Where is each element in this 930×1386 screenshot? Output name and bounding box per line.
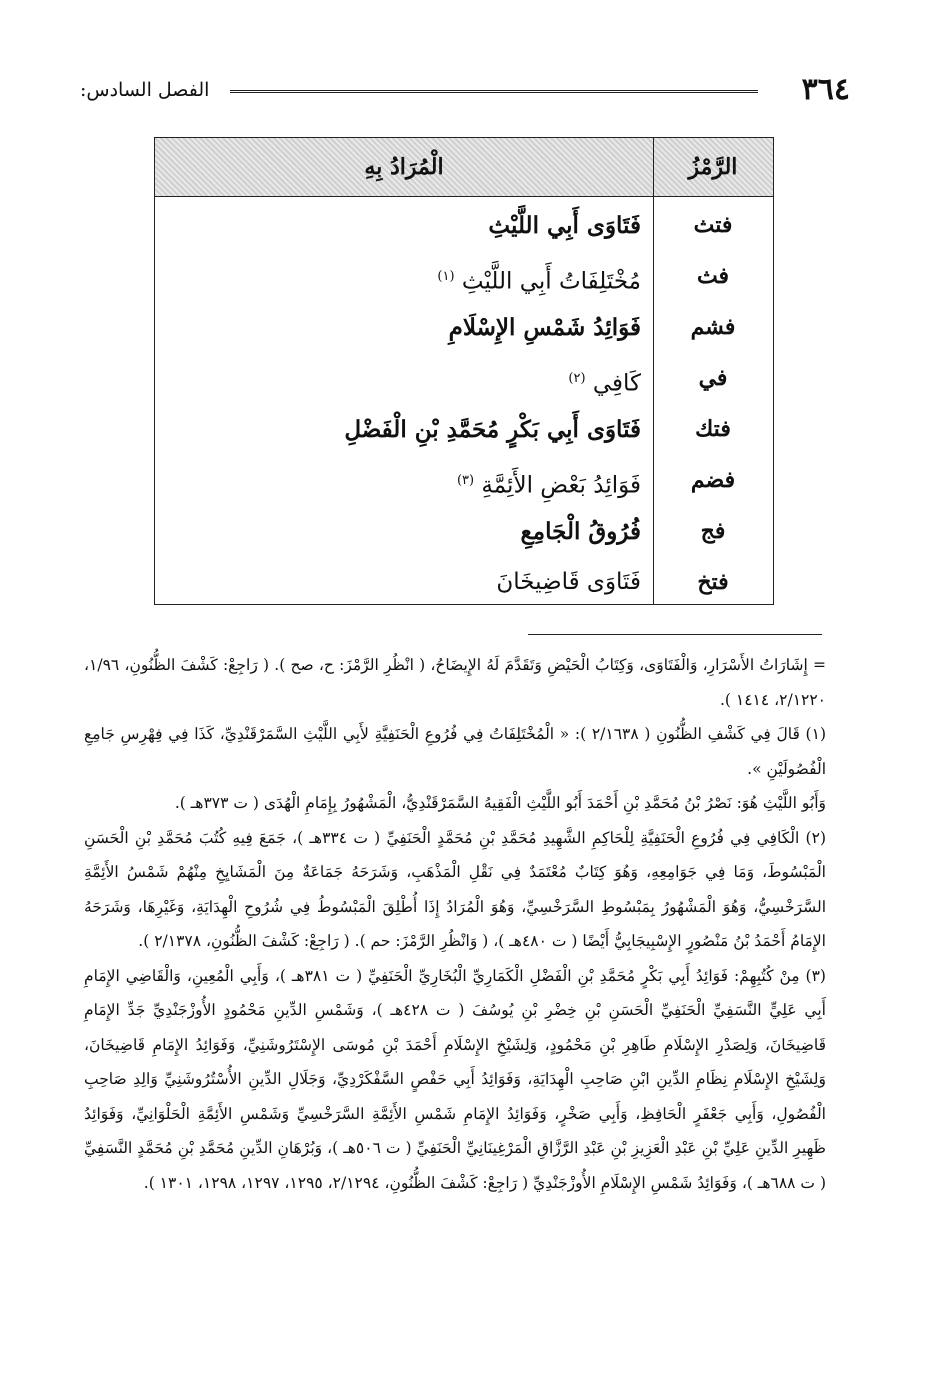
- row-meaning: فَتَاوَى أَبِي اللَّيْثِ: [488, 212, 641, 239]
- table-row: [155, 557, 773, 608]
- row-code: فضم: [690, 467, 736, 493]
- footnote-2: (٢) الْكَافِي فِي فُرُوعِ الْحَنَفِيَّةِ لِلْحَاكِمِ الشَّهِيدِ مُحَمَّدِ بْنِ مُحَمَّدٍ الْحَنَفِيِّ ( ت ٣٣٤هـ )، جَمَعَ فِيهِ كُتُبَ مُحَمَّدِ بْنِ الْحَسَنِ الْمَبْسُوطَ، وَمَا فِي جَوَامِعِهِ، وَهُوَ كِتَابٌ مُعْتَمَدٌ فِي نَقْلِ الْمَذْهَبِ، وَشَرَحَهُ جَمَاعَةٌ مِنَ الْمَشَايِخِ مِنْهُمْ شَمْسُ الأَئِمَّةِ السَّرَخْسِيُّ، وَهُوَ الْمَشْهُورُ بِمَبْسُوطِ السَّرَخْسِيِّ، وَهُوَ الْمُرَادُ إِذَا أُطْلِقَ الْمَبْسُوطُ فِي شُرُوحِ الْهِدَايَةِ، وَغَيْرِهَا، وَشَرَحَهُ الإِمَامُ أَحْمَدُ بْنُ مَنْصُورٍ الإِسْبِيجَابِيُّ أَيْضًا ( ت ٤٨٠هـ )، ( وَانْظُرِ الرَّمْزَ: حم ). ( رَاجِعْ: كَشْفَ الظُّنُونِ، ٢/١٣٧٨ ).: [84, 828, 826, 950]
- row-meaning: فَتَاوَى أَبِي بَكْرٍ مُحَمَّدِ بْنِ الْفَضْلِ: [344, 416, 641, 443]
- footnote-separator: [528, 634, 822, 635]
- row-code: فج: [700, 518, 726, 544]
- table-row: [155, 506, 773, 557]
- row-meaning: مُخْتَلِفَاتُ أَبِي اللَّيْثِ $^{(١)}$: [437, 268, 641, 295]
- row-code: فتخ: [697, 569, 729, 595]
- row-code: فث: [696, 263, 730, 289]
- header-rule: [230, 90, 758, 97]
- row-meaning: فَوَائِدُ شَمْسِ الإِسْلَامِ: [448, 314, 641, 341]
- footnote-3: (٣) مِنْ كُتُبِهِمْ: فَوَائِدُ أَبِي بَكْرٍ مُحَمَّدِ بْنِ الْفَضْلِ الْكَمَارِيِّ الْبُخَارِيِّ الْحَنَفِيِّ ( ت ٣٨١هـ )، وَأَبِي الْمُعِينِ، وَالْقَاضِي الإِمَامِ أَبِي عَلِيٍّ النَّسَفِيِّ الْحَنَفِيِّ الْحَسَنِ بْنِ خِضْرِ بْنِ يُوسُفَ ( ت ٤٢٨هـ )، وَشَمْسِ الدِّينِ مَحْمُودٍ الأُوزْجَنْدِيِّ جَدِّ الإِمَامِ قَاضِيخَانَ، وَلِصَدْرِ الإِسْلَامِ طَاهِرِ بْنِ مَحْمُودٍ، وَلِشَيْخِ الإِسْلَامِ أَحْمَدَ بْنِ مُوسَى الإِسْتَرُوشَنِيِّ، وَفَوَائِدُ الإِمَامِ قَاضِيخَانَ، وَلِشَيْخِ الإِسْلَامِ نِظَامِ الدِّينِ ابْنِ صَاحِبِ الْهِدَايَةِ، وَفَوَائِدُ أَبِي حَفْصٍ السَّفْكَرْدِيِّ، وَجَلَالِ الدِّينِ الأُسْتُرُوشَنِيِّ وَالِدِ صَاحِبِ الْفُصُولِ، وَأَبِي جَعْفَرٍ الْحَافِظِ، وَأَبِي صَخْرٍ، وَفَوَائِدُ الإِمَامِ شَمْسِ الأَئِمَّةِ السَّرَخْسِيِّ وَشَمْسِ الأَئِمَّةِ الْحَلْوَانِيِّ، وَفَوَائِدُ ظَهِيرِ الدِّينِ عَلِيِّ بْنِ عَبْدِ الْعَزِيزِ بْنِ عَبْدِ الرَّزَّاقِ الْمَرْغِينَانِيِّ الْحَنَفِيِّ ( ت ٥٠٦هـ )، وَبُرْهَانِ الدِّينِ مُحَمَّدِ بْنِ مُحَمَّدٍ النَّسَفِيِّ ( ت ٦٨٨هـ )، وَفَوَائِدُ شَمْسِ الإِسْلَامِ الأُوزْجَنْدِيِّ ( رَاجِعْ: كَشْفَ الظُّنُونِ، ٢/١٢٩٤، ١٢٩٥، ١٢٩٧، ١٢٩٨، ١٣٠١ ).: [84, 966, 826, 1192]
- footnote-ref: (٢): [568, 371, 586, 386]
- chapter-title: الفصل السادس:: [80, 79, 210, 101]
- table-row: [155, 251, 773, 302]
- column-header-meaning: الْمُرَادُ بِهِ: [364, 154, 444, 180]
- row-meaning: كَافِي $^{(٢)}$: [568, 370, 641, 397]
- column-header-code: الرَّمْزُ: [688, 154, 738, 180]
- footnote-ref: (١): [437, 269, 455, 284]
- footnote-continuation: = إِشَارَاتُ الأَسْرَارِ، وَالْفَتَاوَى، وَكِتَابُ الْحَيْضِ وَتَقَدَّمَ لَهُ الإِيضَاحُ، ( انْظُرِ الرَّمْزَ: ح، صح ). ( رَاجِعْ: كَشْفَ الظُّنُونِ، ١/٩٦، ٢/١٢٢٠، ١٤١٤ ).: [84, 656, 826, 709]
- table-row: [155, 404, 773, 455]
- table-body: [155, 200, 773, 608]
- table-header: [155, 138, 773, 197]
- table-row: [155, 353, 773, 404]
- row-meaning: فَوَائِدُ بَعْضِ الأَئِمَّةِ $^{(٣)}$: [456, 472, 641, 499]
- page-number: ٣٦٤: [801, 72, 850, 107]
- abbreviation-table: [154, 137, 774, 605]
- row-meaning: فُرُوقُ الْجَامِعِ: [520, 518, 641, 545]
- row-code: فتث: [693, 212, 733, 238]
- footnote-1-detail: وَأَبُو اللَّيْثِ هُوَ: نَصْرُ بْنُ مُحَمَّدِ بْنِ أَحْمَدَ أَبُو اللَّيْثِ الْفَقِيهُ السَّمَرْقَنْدِيُّ، الْمَشْهُورُ بِإِمَامِ الْهُدَى ( ت ٣٧٣هـ ).: [174, 794, 826, 812]
- row-meaning: فَتَاوَى قَاضِيخَانَ: [496, 569, 641, 595]
- page-header: [80, 70, 850, 110]
- table-row: [155, 302, 773, 353]
- row-code: فشم: [690, 314, 736, 340]
- row-code: في: [698, 365, 728, 391]
- table-row: [155, 455, 773, 506]
- footnote-ref: (٣): [456, 473, 475, 488]
- table-row: [155, 200, 773, 251]
- row-code: فتك: [695, 416, 731, 442]
- footnote-1: (١) قَالَ فِي كَشْفِ الظُّنُونِ ( ٢/١٦٣٨ ): « الْمُخْتَلِفَاتُ فِي فُرُوعِ الْحَنَفِيَّةِ لأَبِي اللَّيْثِ السَّمَرْقَنْدِيِّ، كَذَا فِي فِهْرِسِ جَامِعِ الْفُصُولَيْنِ ».: [84, 725, 826, 778]
- footnotes: [84, 648, 826, 1200]
